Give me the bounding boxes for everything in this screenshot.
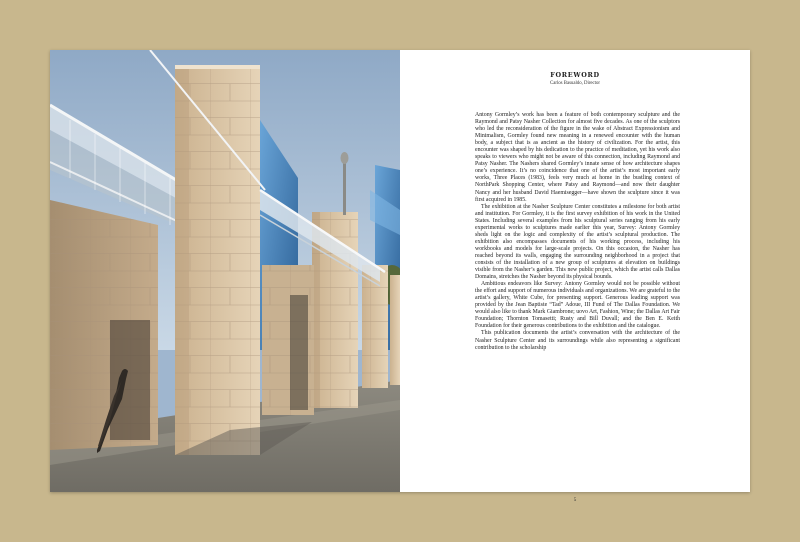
photo-page (50, 50, 400, 492)
paragraph-3: Ambitious endeavors like Survey: Antony Gormley would not be possible without the effort and support of numerous individuals and organizations. We are grateful to the artist’s gallery, White Cube, for presenting support. Generous leading support was provided by the Jean Baptiste “Tad” Adoue, III Fund of The Dallas Foundation. We would also like to thank Mark Giambrone; uovo Art, Fashion, Wine; the Dallas Art Fair Foundation; Thornton Tomasetti; Rusty and Bill Duvall; and the Ben E. Keith Foundation for their generous contributions to the exhibition and the catalogue. (475, 281, 680, 330)
stone-pillar-far-2 (390, 275, 400, 385)
author-byline: Carlos Basualdo, Director (550, 81, 600, 86)
foreword-heading: FOREWORD (550, 71, 600, 79)
book-spread (50, 50, 750, 503)
paragraph-2: The exhibition at the Nasher Sculpture Center constitutes a milestone for both artist and institution. For Gormley, it is the first survey exhibition of his work in the United States. Including several examples from his sculptural series ranging from his early experimental works to sculptures made earlier this year, Survey: Antony Gormley sheds light on the logic and complexity of the artist’s sculptural production. The exhibition also encompasses documents of his working process, including his workbooks and models for large-scale projects. On this occasion, the Nasher has reached beyond its walls, engaging the surrounding neighborhood in a project that consists of the installation of a new group of sculptures at elevation on buildings visible from the Nasher’s garden. This new public project, which the artist calls Dallas Domains, stretches the Nasher beyond its physical bounds. (475, 203, 680, 281)
pole-sculpture (343, 160, 346, 215)
page-number: 5 (573, 498, 577, 503)
text-page (400, 50, 750, 503)
foreword-body (475, 112, 680, 352)
paragraph-4: This publication documents the artist’s conversation with the architecture of the Nasher Sculpture Center and its surroundings while also representing a significant contribution to the scholarship (475, 330, 680, 351)
courtyard-photo (50, 50, 400, 492)
paragraph-1: Antony Gormley’s work has been a feature of both contemporary sculpture and the Raymond and Patsy Nasher Collection for almost five decades. As one of the sculptors who led the reconsideration of the figure in the wake of Abstract Expressionism and Minimalism, Gormley found new meaning in a renewed encounter with the human body, a subject that is as ancient as the history of civilization. For the artist, this encounter was shaped by his dedication to the practice of meditation, yet his work also speaks to viewers who might not be aware of this connection, including Raymond and Patsy Nasher. The Nashers shared Gormley’s innate sense of how architecture shapes one’s experience. It’s no coincidence that one of the artist’s most important early works, Three Places (1983), feels very much at home in the bustling context of NorthPark Shopping Center, where Patsy and Raymond—and now their daughter Nancy and her husband David Haemisegger—have shown the sculpture since it was first acquired in 1985. (475, 112, 680, 203)
